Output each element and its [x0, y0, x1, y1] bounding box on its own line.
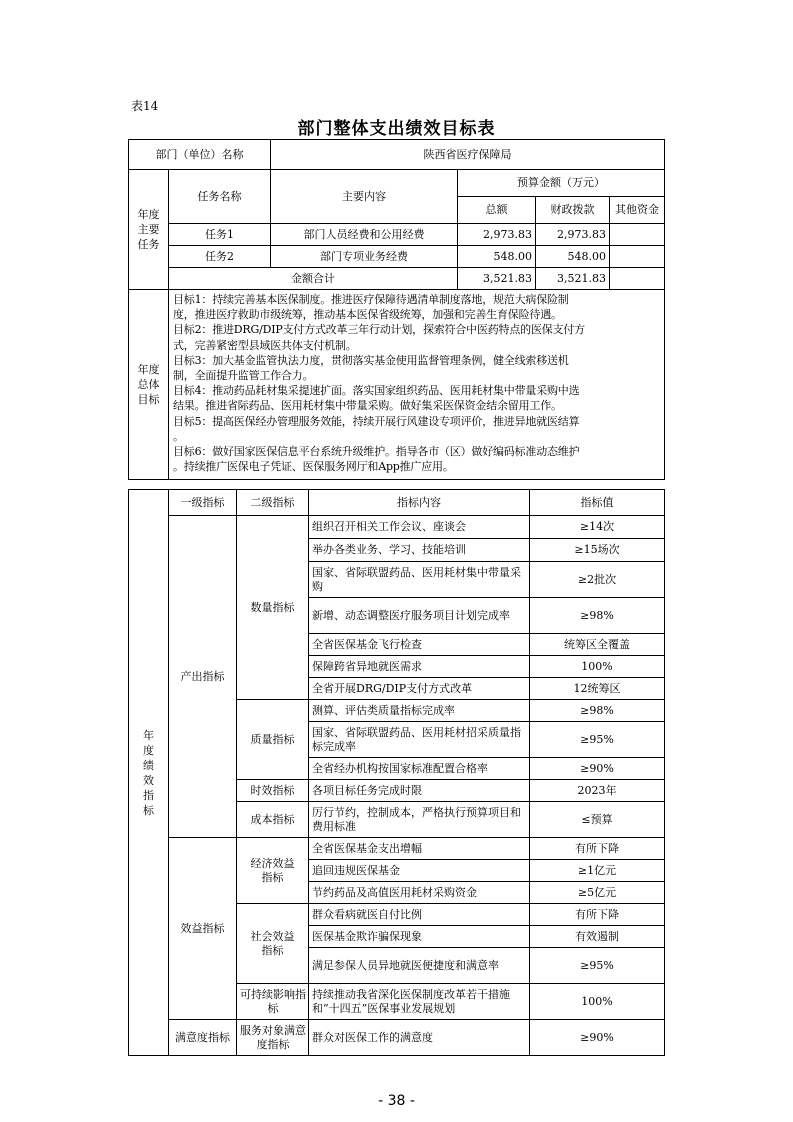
goal-line: 目标1：持续完善基本医保制度。推进医疗保障待遇清单制度落地，规范大病保险制 — [173, 293, 569, 306]
goal-line: 目标4：推动药品耗材集采提速扩面。落实国家组织药品、医用耗材集中带量采购中选 — [173, 384, 580, 398]
table-row — [129, 224, 665, 246]
quantity-indicator-label: 数量指标 — [237, 516, 309, 700]
goal-line: 目标6：做好国家医保信息平台系统升级维护。指导各市（区）做好编码标准动态维护 — [173, 445, 580, 459]
task-total: 548.00 — [458, 246, 536, 268]
indicator-value: ≤预算 — [530, 802, 665, 838]
indicator-content: 举办各类业务、学习、技能培训 — [309, 539, 530, 562]
timeliness-indicator-label: 时效指标 — [237, 780, 309, 802]
goal-line: 。持续推广医保电子凭证、医保服务网厅和App推广应用。 — [173, 460, 454, 474]
col-task-name: 任务名称 — [169, 170, 271, 224]
performance-label: 年度绩效指标 — [129, 490, 169, 1056]
indicator-content: 组织召开相关工作会议、座谈会 — [309, 516, 530, 539]
indicator-content: 测算、评估类质量指标完成率 — [309, 700, 530, 722]
goal-line: 目标2：推进DRG/DIP支付方式改革三年行动计划，探索符合中医药特点的医保支付方 — [173, 323, 585, 337]
indicator-value: 100% — [530, 984, 665, 1020]
indicator-content: 各项目标任务完成时限 — [309, 780, 530, 802]
table-row — [129, 838, 665, 860]
indicator-content: 保障跨省异地就医需求 — [309, 656, 530, 678]
indicator-value: 有所下降 — [530, 838, 665, 860]
col-main-content: 主要内容 — [271, 170, 458, 224]
social-indicator-label: 社会效益指标 — [237, 904, 309, 984]
col-budget: 预算金额（万元） — [458, 170, 665, 197]
indicator-content: 医保基金欺诈骗保现象 — [309, 926, 530, 948]
table-number-label: 表14 — [131, 99, 159, 113]
page-number: - 38 - — [378, 1093, 415, 1109]
sum-label: 金额合计 — [169, 268, 458, 290]
indicator-value: 有所下降 — [530, 904, 665, 926]
indicator-content: 新增、动态调整医疗服务项目计划完成率 — [309, 598, 530, 634]
task-other — [610, 224, 665, 246]
goal-line: 目标5：提高医保经办管理服务效能，持续开展行风建设专项评价，推进异地就医结算 — [173, 414, 580, 428]
task-fiscal: 2,973.83 — [536, 224, 610, 246]
sum-total: 3,521.83 — [458, 268, 536, 290]
indicator-value: 2023年 — [530, 780, 665, 802]
indicator-value: 有效遏制 — [530, 926, 665, 948]
indicator-content: 追回违规医保基金 — [309, 860, 530, 882]
goal-line: 结果。推进省际药品、医用耗材集中带量采购。做好集采医保资金结余留用工作。 — [173, 399, 562, 413]
performance-table — [128, 489, 665, 1056]
indicator-content: 群众对医保工作的满意度 — [309, 1020, 530, 1056]
overall-goals-text — [169, 290, 665, 480]
indicator-value: ≥98% — [530, 700, 665, 722]
task-content: 部门人员经费和公用经费 — [271, 224, 458, 246]
output-indicator-label: 产出指标 — [169, 516, 237, 838]
indicator-value: ≥15场次 — [530, 539, 665, 562]
col-level1: 一级指标 — [169, 490, 237, 516]
indicator-content: 国家、省际联盟药品、医用耗材招采质量指标完成率 — [309, 722, 530, 758]
col-other: 其他资金 — [610, 197, 665, 224]
col-indicator-content: 指标内容 — [309, 490, 530, 516]
overall-goals-label: 年度总体目标 — [129, 290, 169, 480]
satisfaction-indicator-label: 满意度指标 — [169, 1020, 237, 1056]
indicator-value: ≥1亿元 — [530, 860, 665, 882]
indicator-value: ≥90% — [530, 758, 665, 780]
budget-table — [128, 139, 665, 480]
task-total: 2,973.83 — [458, 224, 536, 246]
indicator-content: 满足参保人员异地就医便捷度和满意率 — [309, 948, 530, 984]
indicator-value: 12统筹区 — [530, 678, 665, 700]
quality-indicator-label: 质量指标 — [237, 700, 309, 780]
indicator-content: 全省医保基金飞行检查 — [309, 634, 530, 656]
indicator-value: ≥14次 — [530, 516, 665, 539]
col-indicator-value: 指标值 — [530, 490, 665, 516]
indicator-value: 100% — [530, 656, 665, 678]
sum-row — [129, 268, 665, 290]
indicator-value: ≥2批次 — [530, 562, 665, 598]
dept-name: 陕西省医疗保障局 — [271, 140, 665, 170]
goal-line: 目标3：加大基金监管执法力度，贯彻落实基金使用监督管理条例，健全线索移送机 — [173, 353, 569, 367]
indicator-value: ≥95% — [530, 722, 665, 758]
indicator-content: 全省经办机构按国家标准配置合格率 — [309, 758, 530, 780]
goal-line: 。 — [173, 429, 184, 443]
col-level2: 二级指标 — [237, 490, 309, 516]
benefit-indicator-label: 效益指标 — [169, 838, 237, 1020]
task-fiscal: 548.00 — [536, 246, 610, 268]
task-name: 任务1 — [169, 224, 271, 246]
indicator-value: ≥90% — [530, 1020, 665, 1056]
col-total: 总额 — [458, 197, 536, 224]
annual-tasks-label: 年度主要任务 — [129, 170, 169, 290]
goal-line: 式，完善紧密型县域医共体支付机制。 — [173, 338, 357, 352]
sustainable-indicator-label: 可持续影响指标 — [237, 984, 309, 1020]
goal-line: 度，推进医疗救助市级统筹，推动基本医保省级统筹，加强和完善生育保险待遇。 — [173, 308, 562, 322]
dept-label: 部门（单位）名称 — [129, 140, 271, 170]
service-satisfaction-label: 服务对象满意度指标 — [237, 1020, 309, 1056]
indicator-content: 国家、省际联盟药品、医用耗材集中带量采购 — [309, 562, 530, 598]
goal-line: 制，全面提升监管工作合力。 — [173, 369, 314, 383]
indicator-content: 群众看病就医自付比例 — [309, 904, 530, 926]
sum-other — [610, 268, 665, 290]
indicator-content: 厉行节约，控制成本，严格执行预算项目和费用标准 — [309, 802, 530, 838]
indicator-content: 全省医保基金支出增幅 — [309, 838, 530, 860]
task-other — [610, 246, 665, 268]
page-title: 部门整体支出绩效目标表 — [297, 119, 496, 139]
sum-fiscal: 3,521.83 — [536, 268, 610, 290]
indicator-value: ≥98% — [530, 598, 665, 634]
indicator-content: 节约药品及高值医用耗材采购资金 — [309, 882, 530, 904]
economic-indicator-label: 经济效益指标 — [237, 838, 309, 904]
cost-indicator-label: 成本指标 — [237, 802, 309, 838]
table-row — [129, 1020, 665, 1056]
indicator-value: ≥5亿元 — [530, 882, 665, 904]
indicator-content: 持续推动我省深化医保制度改革若干措施和“十四五”医保事业发展规划 — [309, 984, 530, 1020]
col-fiscal: 财政拨款 — [536, 197, 610, 224]
table-row — [129, 246, 665, 268]
task-content: 部门专项业务经费 — [271, 246, 458, 268]
table-row — [129, 516, 665, 539]
indicator-value: ≥95% — [530, 948, 665, 984]
task-name: 任务2 — [169, 246, 271, 268]
indicator-value: 统筹区全覆盖 — [530, 634, 665, 656]
indicator-content: 全省开展DRG/DIP支付方式改革 — [309, 678, 530, 700]
